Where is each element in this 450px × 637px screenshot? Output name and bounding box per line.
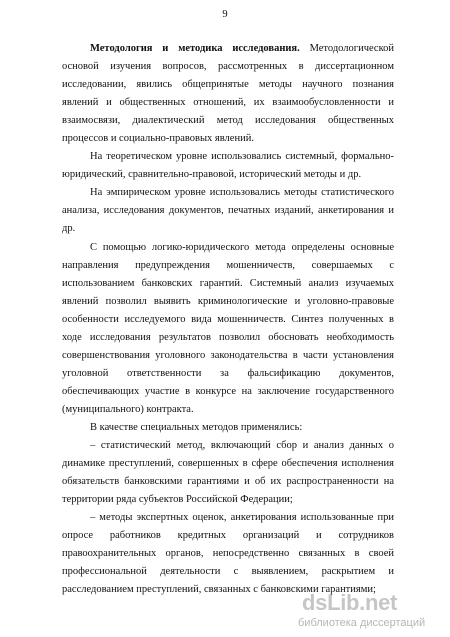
paragraph-methodology bbox=[62, 40, 394, 148]
list-item-expert-methods: – методы экспертных оценок, анкетирования использованные при опросе работников кредитных организаций и сотрудников правоохранительных органов, непосредственно связанных в своей профессиональной деятельности с выявлением, раскрытием и расследованием преступлений, связанных с банковскими гарантиями; bbox=[62, 512, 394, 596]
document-body bbox=[62, 40, 394, 599]
paragraph-empirical-level: На эмпирическом уровне использовались методы статистического анализа, исследования документов, печатных изданий, анкетирования и др. bbox=[62, 187, 394, 235]
methodology-text: Методологической основой изучения вопросов, рассмотренных в диссертационном исследовании, явились общепринятые методы научного познания явлений и общественных отношений, их взаимообусловленности и взаимосвязи, диалектический метод исследования общественных процессов и социально-правовых явлений. bbox=[62, 43, 394, 145]
methodology-heading: Методология и методика исследования. bbox=[90, 43, 300, 54]
watermark-brand: dsLib.net bbox=[302, 590, 398, 615]
paragraph-theoretical-level: На теоретическом уровне использовались системный, формально-юридический, сравнительно-правовой, исторический методы и др. bbox=[62, 151, 394, 181]
watermark-subtitle: библиотека диссертаций bbox=[298, 617, 426, 629]
list-item-statistical-method: – статистический метод, включающий сбор и анализ данных о динамике преступлений, совершенных в сфере обеспечения исполнения обязательств банковскими гарантиями и об их распространенности на территории ряда субъектов Российской Федерации; bbox=[62, 440, 394, 506]
paragraph-logical-legal-method: С помощью логико-юридического метода определены основные направления предупреждения мошенничеств, совершаемых с использованием банковских гарантий. Системный анализ изучаемых явлений позволил выявить криминологические и уголовно-правовые особенности исследуемого вида мошенничеств. Синтез полученных в ходе исследования результатов позволил обосновать необходимость совершенствования уголовного законодательства в части установления уголовной ответственности за фальсификацию документов, обеспечивающих участие в конкурсе на заключение государственного (муниципального) контракта. bbox=[62, 241, 394, 415]
page-number: 9 bbox=[222, 9, 228, 20]
paragraph-special-methods-intro: В качестве специальных методов применялись: bbox=[90, 421, 303, 433]
dslib-watermark-logo bbox=[298, 590, 448, 634]
